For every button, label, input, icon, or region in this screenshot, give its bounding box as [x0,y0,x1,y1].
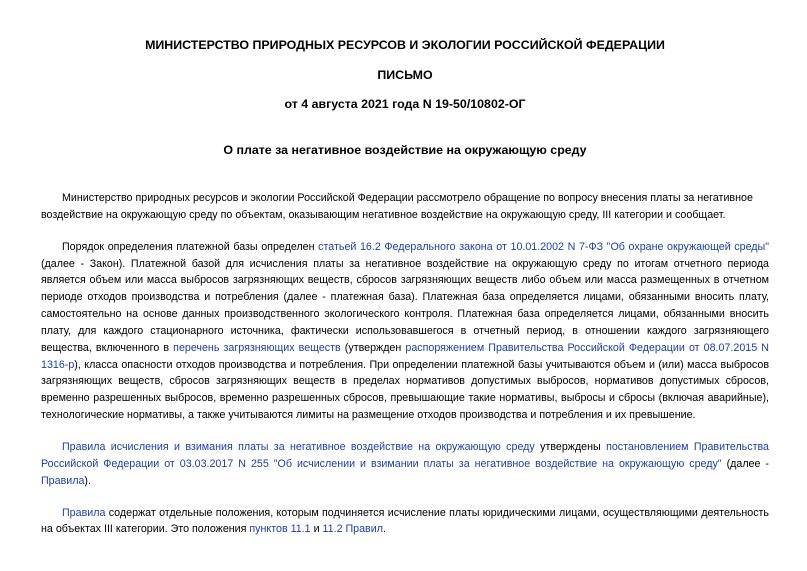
link-pollutants-list[interactable]: перечень загрязняющих веществ [173,341,341,354]
text-segment: (утвержден [340,341,406,354]
paragraph-intro [41,190,769,224]
document-type-heading: ПИСЬМО [377,68,433,82]
text-segment: . [382,523,386,536]
text-segment: (далее - [721,457,769,470]
subject-heading: О плате за негативное воздействие на окружающую среду [223,143,587,157]
link-rules[interactable]: Правила [62,506,106,519]
text-segment: Порядок определения платежной базы определен [62,240,319,253]
paragraph-rules-provisions [41,505,769,539]
text-segment: ), класса опасности отходов производства и потребления. При определении платежной базы учитываются объем и (или) масса выбросов загрязняющих веществ, сбросов загрязняющих веществ в пределах нормативов допустимых выбросов, нормативов допустимых сбросов, временно разрешенных выбросов, временно разрешенных сбросов, превышающие такие нормативы, выбросы и сбросы (включая аварийные), технологические нормативы, а также учитываются лимиты на размещение отходов производства и потребления и их превышение. [41,358,769,422]
link-point-11-2-rules[interactable]: 11.2 Правил [322,523,383,536]
text-segment: утверждены [534,440,607,453]
paragraph-payment-base [41,239,769,424]
paragraph-rules [41,439,769,490]
link-government-order-1316[interactable]: распоряжением Правительства Российской Федерации от 08.07.2015 N 1316-р [41,341,769,371]
text-segment: и [310,523,323,536]
link-point-11-1[interactable]: пунктов 11.1 [249,523,311,536]
text-segment: содержат отдельные положения, которым подчиняется исчисление платы юридическими лицами, осуществляющими деятельность на объектах III категории. Это положения [41,506,769,536]
link-payment-rules[interactable]: Правила исчисления и взимания платы за негативное воздействие на окружающую среду [62,440,535,453]
text-segment: (далее - Закон). Платежной базой для исчисления платы за негативное воздействие на окружающую среду по итогам отчетного периода является объем или масса выбросов загрязняющих веществ, сбросов загрязняющих веществ либо объем или масса размещенных в отчетном периоде отходов производства и потребления (далее - платежная база). Платежная база определяется лицами, обязанными вносить плату, самостоятельно на основе данных производственного экологического контроля. Платежная база определяется лицами, обязанными вносить плату, для каждого стационарного источника, фактически использовавшегося в отчетный период, в отношении каждого загрязняющего вещества, включенного в [41,257,769,354]
link-law-article-16-2[interactable]: статьей 16.2 Федерального закона от 10.01.2002 N 7-ФЗ "Об охране окружающей среды" [318,240,769,253]
text-segment: ). [84,474,91,487]
link-resolution-255[interactable]: постановлением Правительства Российской Федерации от 03.03.2017 N 255 "Об исчислении и взимании платы за негативное воздействие на окружающую среду" [41,440,769,470]
link-rules-short[interactable]: Правила [41,474,85,487]
paragraph-intro-text: Министерство природных ресурсов и экологии Российской Федерации рассмотрело обращение по вопросу внесения платы за негативное воздействие на окружающую среду по объектам, оказывающим негативное воздействие на окружающую среду, III категории и сообщает. [41,192,753,221]
date-number-heading: от 4 августа 2021 года N 19-50/10802-ОГ [284,97,526,111]
ministry-heading: МИНИСТЕРСТВО ПРИРОДНЫХ РЕСУРСОВ И ЭКОЛОГИИ РОССИЙСКОЙ ФЕДЕРАЦИИ [145,38,665,52]
